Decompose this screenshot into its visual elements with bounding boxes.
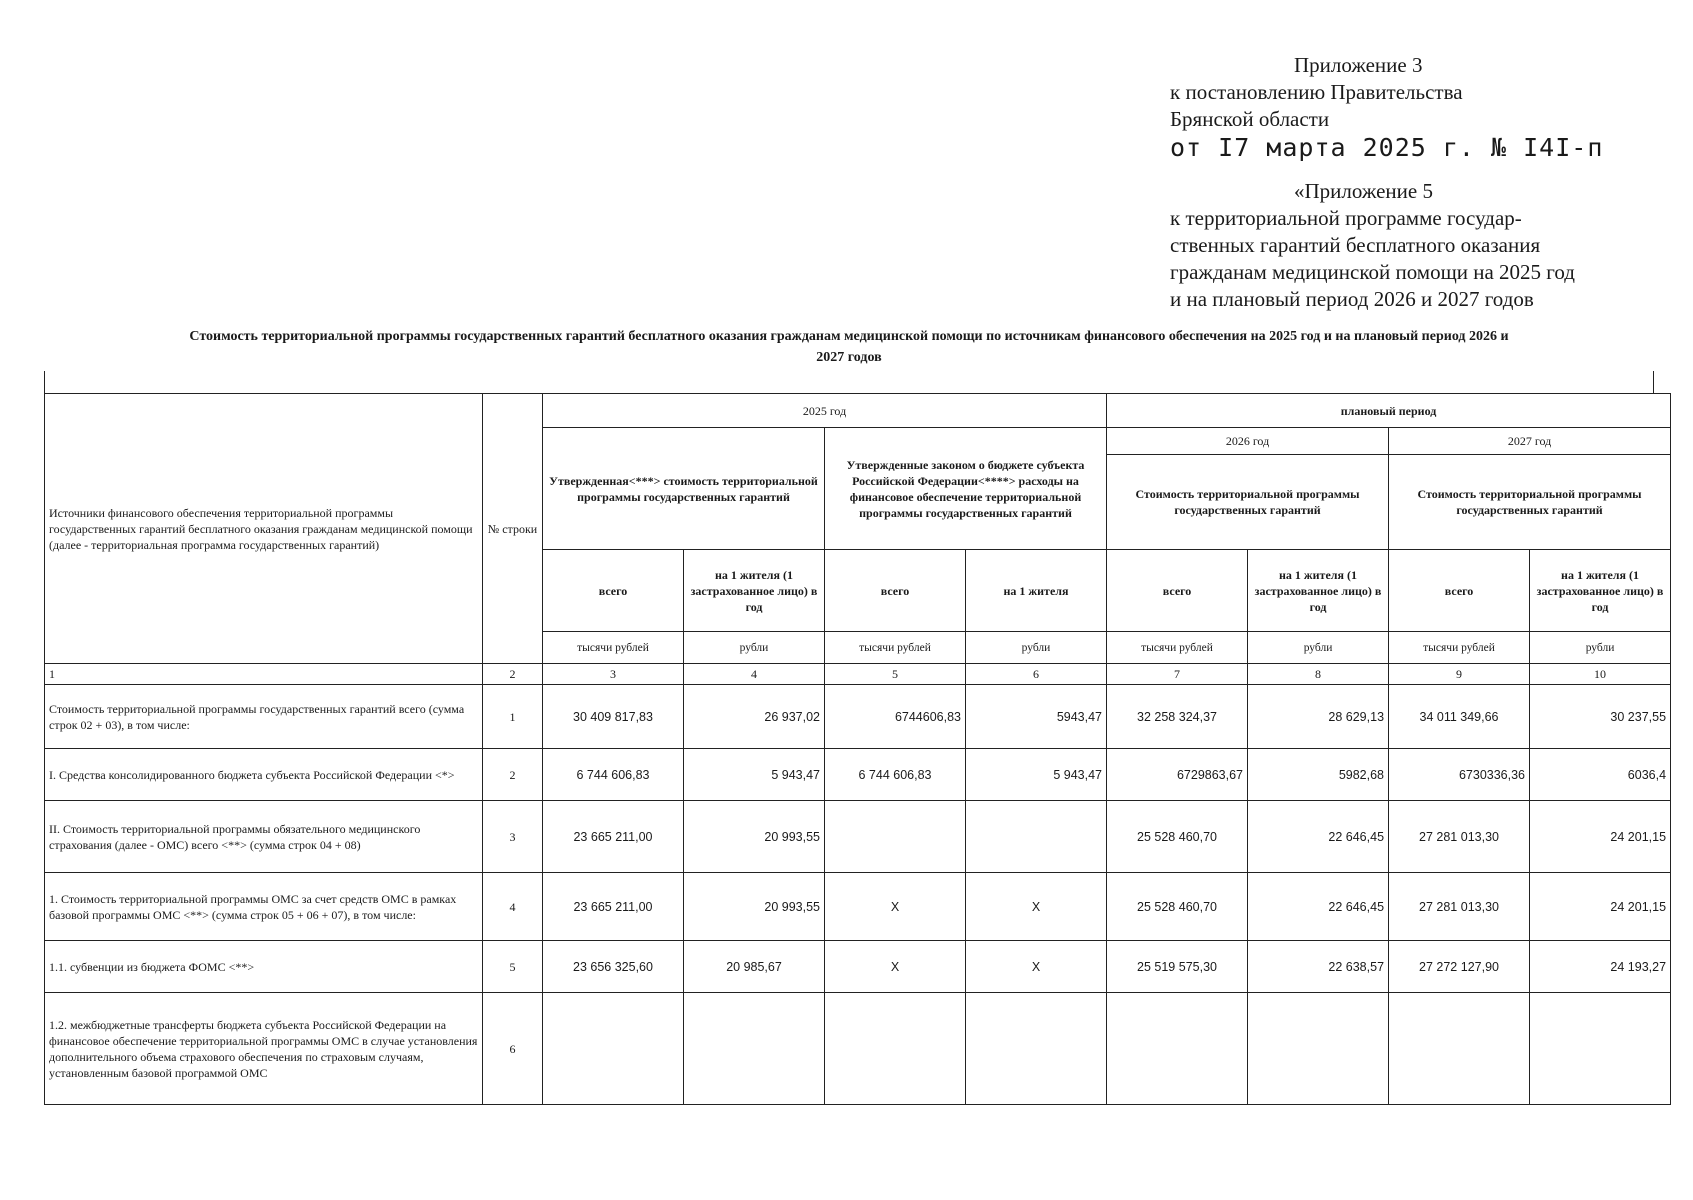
cell-value: 32 258 324,37 bbox=[1107, 685, 1248, 749]
table-top-border bbox=[44, 371, 1654, 393]
appendix5-line4: гражданам медицинской помощи на 2025 год bbox=[1170, 260, 1575, 284]
header-approved-cost: Утвержденная<***> стоимость территориальной программы государственных гарантий bbox=[543, 428, 825, 550]
unit-thousand: тысячи рублей bbox=[1389, 632, 1530, 664]
cell-value: X bbox=[966, 873, 1107, 941]
header-per-insured: на 1 жителя (1 застрахованное лицо) в год bbox=[1248, 550, 1389, 632]
row-no: 1 bbox=[483, 685, 543, 749]
cell-value: 22 638,57 bbox=[1248, 941, 1389, 993]
cell-value: 5943,47 bbox=[966, 685, 1107, 749]
col-number: 2 bbox=[483, 664, 543, 685]
header-year-2026: 2026 год bbox=[1107, 428, 1389, 455]
cell-value: 27 281 013,30 bbox=[1389, 801, 1530, 873]
document-title-line1: Стоимость территориальной программы государственных гарантий бесплатного оказания гражданам медицинской помощи по источникам финансового обеспечения на 2025 год и на плановый период 2026 и bbox=[189, 329, 1509, 344]
cell-value: 25 528 460,70 bbox=[1107, 801, 1248, 873]
col-number: 4 bbox=[684, 664, 825, 685]
cell-value: 6 744 606,83 bbox=[825, 749, 966, 801]
table-row bbox=[45, 801, 1671, 873]
cell-value: 24 201,15 bbox=[1530, 873, 1671, 941]
column-number-row bbox=[45, 664, 1671, 685]
cell-value: X bbox=[825, 873, 966, 941]
unit-rub: рубли bbox=[1248, 632, 1389, 664]
unit-rub: рубли bbox=[1530, 632, 1671, 664]
cell-value: 22 646,45 bbox=[1248, 873, 1389, 941]
appendix5-header bbox=[1170, 178, 1575, 313]
cell-value: 6744606,83 bbox=[825, 685, 966, 749]
cell-value: 30 237,55 bbox=[1530, 685, 1671, 749]
header-row-no: № строки bbox=[483, 394, 543, 664]
header-planned-period: плановый период bbox=[1107, 394, 1671, 428]
row-no: 5 bbox=[483, 941, 543, 993]
unit-thousand: тысячи рублей bbox=[1107, 632, 1248, 664]
col-number: 8 bbox=[1248, 664, 1389, 685]
header-per-insured: на 1 жителя (1 застрахованное лицо) в год bbox=[1530, 550, 1671, 632]
appendix5-title: «Приложение 5 bbox=[1294, 179, 1433, 203]
cell-value bbox=[1530, 993, 1671, 1105]
table-row bbox=[45, 749, 1671, 801]
appendix3-title: Приложение 3 bbox=[1294, 53, 1423, 77]
cell-value: 23 665 211,00 bbox=[543, 873, 684, 941]
cost-table bbox=[44, 393, 1671, 1105]
cell-value: X bbox=[966, 941, 1107, 993]
table-row bbox=[45, 993, 1671, 1105]
unit-rub: рубли bbox=[966, 632, 1107, 664]
cell-value: 5982,68 bbox=[1248, 749, 1389, 801]
col-number: 7 bbox=[1107, 664, 1248, 685]
col-number: 9 bbox=[1389, 664, 1530, 685]
row-name: 1. Стоимость территориальной программы ОМС за счет средств ОМС в рамках базовой программы ОМС <**> (сумма строк 05 + 06 + 07), в том числе: bbox=[45, 873, 483, 941]
cell-value: 25 528 460,70 bbox=[1107, 873, 1248, 941]
row-no: 3 bbox=[483, 801, 543, 873]
appendix5-line5: и на плановый период 2026 и 2027 годов bbox=[1170, 287, 1534, 311]
header-per-resident: на 1 жителя bbox=[966, 550, 1107, 632]
cell-value: 6729863,67 bbox=[1107, 749, 1248, 801]
cell-value: 34 011 349,66 bbox=[1389, 685, 1530, 749]
cell-value bbox=[966, 801, 1107, 873]
header-year-2025: 2025 год bbox=[543, 394, 1107, 428]
header-cost-2026: Стоимость территориальной программы государственных гарантий bbox=[1107, 455, 1389, 550]
cell-value: 20 985,67 bbox=[684, 941, 825, 993]
cell-value: 30 409 817,83 bbox=[543, 685, 684, 749]
cell-value bbox=[825, 801, 966, 873]
cell-value bbox=[543, 993, 684, 1105]
cell-value bbox=[1389, 993, 1530, 1105]
appendix3-line3: Брянской области bbox=[1170, 107, 1330, 131]
header-source: Источники финансового обеспечения территориальной программы государственных гарантий бесплатного оказания гражданам медицинской помощи (далее - территориальная программа государственных гарантий) bbox=[45, 394, 483, 664]
appendix3-header bbox=[1170, 52, 1603, 163]
row-name: 1.2. межбюджетные трансферты бюджета субъекта Российской Федерации на финансовое обеспечение территориальной программы ОМС в случае установления дополнительного объема страхового обеспечения по страховым случаям, установленным базовой программой ОМС bbox=[45, 993, 483, 1105]
cell-value: 20 993,55 bbox=[684, 801, 825, 873]
cell-value: 26 937,02 bbox=[684, 685, 825, 749]
col-number: 5 bbox=[825, 664, 966, 685]
cell-value: 22 646,45 bbox=[1248, 801, 1389, 873]
table-row bbox=[45, 685, 1671, 749]
cell-value: 23 656 325,60 bbox=[543, 941, 684, 993]
table-row bbox=[45, 941, 1671, 993]
cell-value: 27 272 127,90 bbox=[1389, 941, 1530, 993]
unit-rub: рубли bbox=[684, 632, 825, 664]
cell-value: 6036,4 bbox=[1530, 749, 1671, 801]
col-number: 1 bbox=[45, 664, 483, 685]
header-total: всего bbox=[1107, 550, 1248, 632]
appendix5-line2: к территориальной программе государ- bbox=[1170, 206, 1522, 230]
header-approved-law: Утвержденные законом о бюджете субъекта Российской Федерации<****> расходы на финансовое обеспечение территориальной программы государственных гарантий bbox=[825, 428, 1107, 550]
cell-value: 28 629,13 bbox=[1248, 685, 1389, 749]
header-total: всего bbox=[1389, 550, 1530, 632]
col-number: 10 bbox=[1530, 664, 1671, 685]
row-name: II. Стоимость территориальной программы обязательного медицинского страхования (далее - ОМС) всего <**> (сумма строк 04 + 08) bbox=[45, 801, 483, 873]
unit-thousand: тысячи рублей bbox=[825, 632, 966, 664]
appendix3-line2: к постановлению Правительства bbox=[1170, 80, 1463, 104]
header-per-insured: на 1 жителя (1 застрахованное лицо) в год bbox=[684, 550, 825, 632]
cell-value: 24 193,27 bbox=[1530, 941, 1671, 993]
header-total: всего bbox=[543, 550, 684, 632]
cell-value: 25 519 575,30 bbox=[1107, 941, 1248, 993]
unit-thousand: тысячи рублей bbox=[543, 632, 684, 664]
cell-value bbox=[966, 993, 1107, 1105]
col-number: 6 bbox=[966, 664, 1107, 685]
cell-value: 5 943,47 bbox=[684, 749, 825, 801]
row-name: Стоимость территориальной программы государственных гарантий всего (сумма строк 02 + 03), в том числе: bbox=[45, 685, 483, 749]
cell-value: X bbox=[825, 941, 966, 993]
cell-value: 20 993,55 bbox=[684, 873, 825, 941]
cell-value: 23 665 211,00 bbox=[543, 801, 684, 873]
document-title-line2: 2027 годов bbox=[816, 350, 882, 365]
cell-value bbox=[684, 993, 825, 1105]
row-no: 2 bbox=[483, 749, 543, 801]
col-number: 3 bbox=[543, 664, 684, 685]
table-row bbox=[45, 873, 1671, 941]
cell-value: 6730336,36 bbox=[1389, 749, 1530, 801]
row-no: 4 bbox=[483, 873, 543, 941]
row-no: 6 bbox=[483, 993, 543, 1105]
appendix3-date: от I7 марта 2025 г. № I4I-п bbox=[1170, 133, 1604, 162]
document-title bbox=[44, 326, 1654, 368]
cell-value bbox=[1248, 993, 1389, 1105]
cell-value: 5 943,47 bbox=[966, 749, 1107, 801]
cell-value: 6 744 606,83 bbox=[543, 749, 684, 801]
cell-value bbox=[1107, 993, 1248, 1105]
appendix5-line3: ственных гарантий бесплатного оказания bbox=[1170, 233, 1541, 257]
header-year-2027: 2027 год bbox=[1389, 428, 1671, 455]
header-cost-2027: Стоимость территориальной программы государственных гарантий bbox=[1389, 455, 1671, 550]
cell-value bbox=[825, 993, 966, 1105]
row-name: 1.1. субвенции из бюджета ФОМС <**> bbox=[45, 941, 483, 993]
header-total: всего bbox=[825, 550, 966, 632]
cell-value: 24 201,15 bbox=[1530, 801, 1671, 873]
row-name: I. Средства консолидированного бюджета субъекта Российской Федерации <*> bbox=[45, 749, 483, 801]
cell-value: 27 281 013,30 bbox=[1389, 873, 1530, 941]
